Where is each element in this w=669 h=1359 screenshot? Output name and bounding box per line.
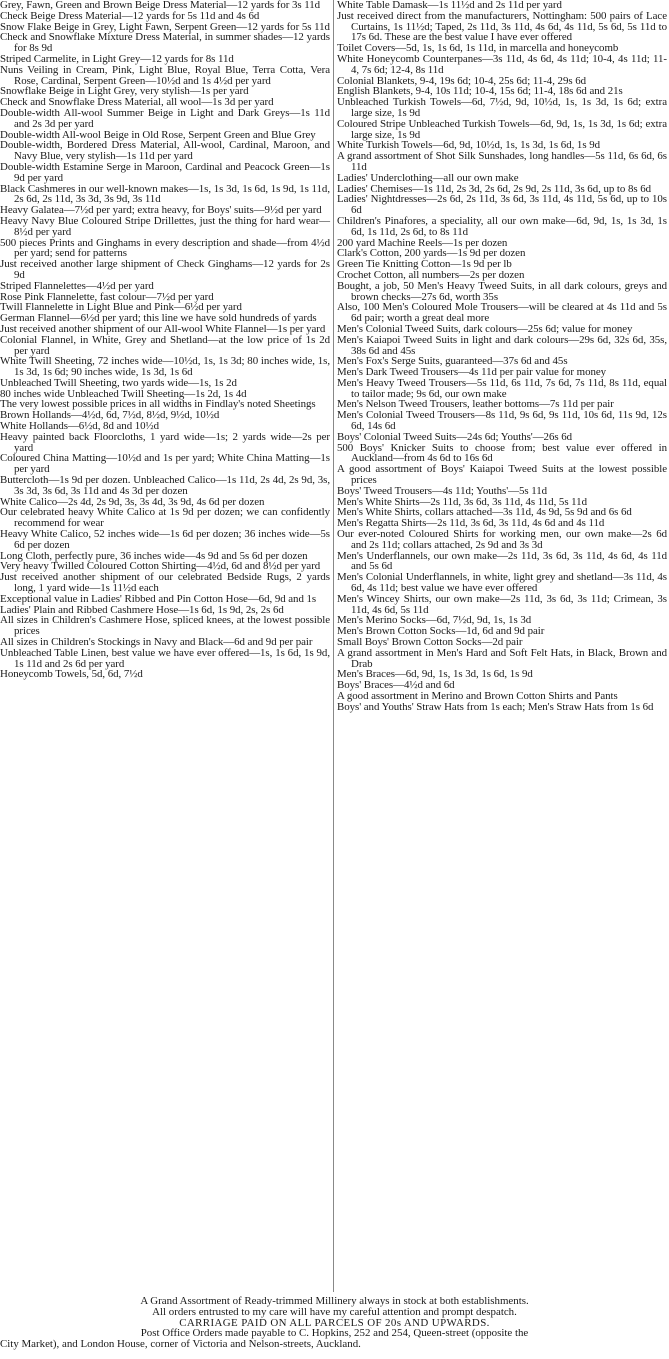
price-list-entry: Black Cashmeres in our well-known makes—1s, 1s 3d, 1s 6d, 1s 9d, 1s 11d, 2s 6d, 2s 11d, 3s 3d, 3s 9d, 3s 11d xyxy=(0,182,330,206)
price-list-entry: Bought, a job, 50 Men's Heavy Tweed Suits, in all dark colours, greys and brown checks—27s 6d, worth 35s xyxy=(337,279,667,303)
price-list-entry: Men's Regatta Shirts—2s 11d, 3s 6d, 3s 11d, 4s 6d and 4s 11d xyxy=(337,517,605,530)
price-list-entry: A good assortment in Merino and Brown Cotton Shirts and Pants xyxy=(337,690,618,702)
price-list-entry: Heavy White Calico, 52 inches wide—1s 6d per dozen; 36 inches wide—5s 6d per dozen xyxy=(0,528,330,551)
left-price-column xyxy=(0,0,330,680)
price-list-entry: Unbleached Table Linen, best value we have ever offered—1s, 1s 6d, 1s 9d, 1s 11d and 2s 6d per yard xyxy=(0,646,330,670)
price-list-entry: Brown Hollands—4½d, 6d, 7½d, 8½d, 9½d, 10½d xyxy=(0,409,220,422)
price-list-entry: Men's White Shirts, collars attached—3s 11d, 4s 9d, 5s 9d and 6s 6d xyxy=(337,506,632,519)
price-list-entry: Men's Merino Socks—6d, 7½d, 9d, 1s, 1s 3d xyxy=(337,614,532,627)
price-list-entry: All sizes in Children's Stockings in Navy and Black—6d and 9d per pair xyxy=(0,636,313,649)
price-list-entry: Ladies' Underclothing—all our own make xyxy=(337,171,519,184)
price-list-entry: Check and Snowflake Dress Material, all wool—1s 3d per yard xyxy=(0,96,274,109)
price-list-entry: Nuns Veiling in Cream, Pink, Light Blue, Royal Blue, Terra Cotta, Vera Rose, Cardinal, Serpent Green—10½d and 1s 4½d per yard xyxy=(0,63,330,87)
price-list-entry: Long Cloth, perfectly pure, 36 inches wide—4s 9d and 5s 6d per dozen xyxy=(0,549,308,562)
price-list-entry: Boys' Braces—4½d and 6d xyxy=(337,679,455,692)
price-list-entry: Boys' Tweed Trousers—4s 11d; Youths'—5s 11d xyxy=(337,484,547,497)
price-list-entry: Men's Heavy Tweed Trousers—5s 11d, 6s 11d, 7s 6d, 7s 11d, 8s 11d, equal to tailor made; 9s 6d, our own make xyxy=(337,376,667,400)
price-list-entry: A grand assortment of Shot Silk Sunshades, long handles—5s 11d, 6s 6d, 6s 11d xyxy=(337,150,667,173)
price-list-entry: Rose Pink Flannelette, fast colour—7½d per yard xyxy=(0,290,214,303)
price-list-entry: Double-width All-wool Beige in Old Rose, Serpent Green and Blue Grey xyxy=(0,128,316,141)
price-list-entry: Men's Braces—6d, 9d, 1s, 1s 3d, 1s 6d, 1s 9d xyxy=(337,668,533,681)
price-list-entry: Grey, Fawn, Green and Brown Beige Dress Material—12 yards for 3s 11d xyxy=(0,0,321,11)
price-list-entry: Snowflake Beige in Light Grey, very stylish—1s per yard xyxy=(0,85,249,98)
price-list-entry: Twill Flannelette in Light Blue and Pink—6½d per yard xyxy=(0,301,242,314)
price-list-entry: Check and Snowflake Mixture Dress Material, in summer shades—12 yards for 8s 9d xyxy=(0,31,330,55)
price-list-entry: 500 pieces Prints and Ginghams in every description and shade—from 4½d per yard; send for patterns xyxy=(0,236,330,260)
price-list-entry: Small Boys' Brown Cotton Socks—2d pair xyxy=(337,636,523,649)
price-list-entry: Men's White Shirts—2s 11d, 3s 6d, 3s 11d, 4s 11d, 5s 11d xyxy=(337,495,587,508)
price-list-entry: English Blankets, 9-4, 10s 11d; 10-4, 15s 6d; 11-4, 18s 6d and 21s xyxy=(337,85,623,98)
price-list-entry: Buttercloth—1s 9d per dozen. Unbleached Calico—1s 11d, 2s 4d, 2s 9d, 3s, 3s 3d, 3s 6d, 3s 11d and 4s 3d per dozen xyxy=(0,474,330,497)
price-list-entry: 500 Boys' Knicker Suits to choose from; best value ever offered in Auckland—from 4s 6d to 16s 6d xyxy=(337,441,667,465)
price-list-entry: Just received another large shipment of Check Ginghams—12 yards for 2s 9d xyxy=(0,258,330,281)
right-price-column xyxy=(337,0,667,713)
price-list-entry: Unbleached Twill Sheeting, two yards wide—1s, 1s 2d xyxy=(0,376,237,389)
price-list-entry: Men's Wincey Shirts, our own make—2s 11d, 3s 6d, 3s 11d; Crimean, 3s 11d, 4s 6d, 5s 11d xyxy=(337,592,667,616)
price-list-entry: Men's Colonial Underflannels, in white, light grey and shetland—3s 11d, 4s 6d, 4s 11d; best value we have ever offered xyxy=(337,571,667,595)
price-list-entry: Ladies' Plain and Ribbed Cashmere Hose—1s 6d, 1s 9d, 2s, 2s 6d xyxy=(0,603,284,616)
price-list-entry: Men's Fox's Serge Suits, guaranteed—37s 6d and 45s xyxy=(337,355,568,368)
price-list-entry: Men's Brown Cotton Socks—1d, 6d and 9d pair xyxy=(337,625,545,638)
price-list-entry: The very lowest possible prices in all widths in Findlay's noted Sheetings xyxy=(0,398,316,411)
price-list-entry: Just received another shipment of our All-wool White Flannel—1s per yard xyxy=(0,322,326,335)
price-list-entry: Just received another shipment of our celebrated Bedside Rugs, 2 yards long, 1 yard wide—1s 11½d each xyxy=(0,571,330,595)
price-list-entry: Men's Colonial Tweed Suits, dark colours—25s 6d; value for money xyxy=(337,322,633,335)
column-divider xyxy=(333,0,334,1292)
price-list-entry: Boys' Colonial Tweed Suits—24s 6d; Youths'—26s 6d xyxy=(337,430,572,443)
price-list-entry: Ladies' Chemises—1s 11d, 2s 3d, 2s 6d, 2s 9d, 2s 11d, 3s 6d, up to 8s 6d xyxy=(337,182,651,195)
price-list-entry: Heavy Galatea—7½d per yard; extra heavy, for Boys' suits—9½d per yard xyxy=(0,204,322,217)
price-list-entry: Heavy Navy Blue Coloured Stripe Drillettes, just the thing for hard wear—8½d per yard xyxy=(0,214,330,238)
price-list-entry: Honeycomb Towels, 5d, 6d, 7½d xyxy=(0,668,143,681)
price-list-entry: Men's Underflannels, our own make—2s 11d, 3s 6d, 3s 11d, 4s 6d, 4s 11d and 5s 6d xyxy=(337,549,667,573)
price-list-entry: Men's Kaiapoi Tweed Suits in light and dark colours—29s 6d, 32s 6d, 35s, 38s 6d and 45s xyxy=(337,333,667,357)
price-list-entry: Ladies' Nightdresses—2s 6d, 2s 11d, 3s 6d, 3s 11d, 4s 11d, 5s 6d, up to 10s 6d xyxy=(337,193,667,217)
price-list-entry: Our ever-noted Coloured Shirts for working men, our own make—2s 6d and 2s 11d; collars attached, 2s 9d and 3s 3d xyxy=(337,528,667,551)
price-list-entry: Also, 100 Men's Coloured Mole Trousers—will be cleared at 4s 11d and 5s 6d pair; worth a great deal more xyxy=(337,301,667,325)
price-list-entry: Clark's Cotton, 200 yards—1s 9d per dozen xyxy=(337,247,526,260)
price-list-entry: Striped Carmelite, in Light Grey—12 yards for 8s 11d xyxy=(0,52,234,65)
price-list-entry: Toilet Covers—5d, 1s, 1s 6d, 1s 11d, in marcella and honeycomb xyxy=(337,42,619,55)
price-list-entry: German Flannel—6½d per yard; this line we have sold hundreds of yards xyxy=(0,312,317,325)
price-list-entry: Colonial Flannel, in White, Grey and Shetland—at the low price of 1s 2d per yard xyxy=(0,333,330,357)
price-list-entry: White Hollands—6½d, 8d and 10½d xyxy=(0,420,160,433)
price-list-entry: Our celebrated heavy White Calico at 1s 9d per dozen; we can confidently recommend for wear xyxy=(0,506,330,530)
post-office-notice-line-1: Post Office Orders made payable to C. Hopkins, 252 and 254, Queen-street (opposite the xyxy=(140,1327,529,1340)
price-list-entry: 80 inches wide Unbleached Twill Sheeting—1s 2d, 1s 4d xyxy=(0,387,247,400)
attention-notice: All orders entrusted to my care will have my careful attention and prompt despatch. xyxy=(152,1305,517,1318)
price-list-entry: Men's Dark Tweed Trousers—4s 11d per pair value for money xyxy=(337,366,607,379)
price-list-entry: White Twill Sheeting, 72 inches wide—10½d, 1s, 1s 3d; 80 inches wide, 1s, 1s 3d, 1s 6d; 90 inches wide, 1s 3d, 1s 6d xyxy=(0,355,330,379)
price-list-entry: Men's Colonial Tweed Trousers—8s 11d, 9s 6d, 9s 11d, 10s 6d, 11s 9d, 12s 6d, 14s 6d xyxy=(337,409,667,433)
price-list-entry: White Table Damask—1s 11½d and 2s 11d per yard xyxy=(337,0,562,11)
price-list-entry: All sizes in Children's Cashmere Hose, spliced knees, at the lowest possible prices xyxy=(0,614,330,638)
price-list-entry: Unbleached Turkish Towels—6d, 7½d, 9d, 10½d, 1s, 1s 3d, 1s 6d; extra large size, 1s 9d xyxy=(337,96,667,119)
price-list-entry: Children's Pinafores, a speciality, all our own make—6d, 9d, 1s, 1s 3d, 1s 6d, 1s 11d, 2s 6d, to 8s 11d xyxy=(337,214,667,238)
carriage-paid-notice: CARRIAGE PAID ON ALL PARCELS OF 20s AND UPWARDS. xyxy=(179,1316,490,1329)
price-list-entry: Exceptional value in Ladies' Ribbed and Pin Cotton Hose—6d, 9d and 1s xyxy=(0,592,317,605)
price-list-entry: White Calico—2s 4d, 2s 9d, 3s, 3s 4d, 3s 9d, 4s 6d per dozen xyxy=(0,495,265,508)
post-office-notice-line-2: City Market), and London House, corner of Victoria and Nelson-streets, Auckland. xyxy=(0,1338,361,1351)
price-list-entry: Double-width, Bordered Dress Material, All-wool, Cardinal, Maroon, and Navy Blue, very stylish—1s 11d per yard xyxy=(0,139,330,163)
price-list-entry: A good assortment of Boys' Kaiapoi Tweed Suits at the lowest possible prices xyxy=(337,463,667,487)
price-list-entry: Coloured China Matting—10½d and 1s per yard; White China Matting—1s per yard xyxy=(0,452,330,476)
price-list-entry: Green Tie Knitting Cotton—1s 9d per lb xyxy=(337,258,512,271)
price-list-entry: Boys' and Youths' Straw Hats from 1s each; Men's Straw Hats from 1s 6d xyxy=(337,700,654,713)
price-list-entry: Double-width Estamine Serge in Maroon, Cardinal and Peacock Green—1s 9d per yard xyxy=(0,160,330,184)
price-list-entry: White Honeycomb Counterpanes—3s 11d, 4s 6d, 4s 11d; 10-4, 4s 11d; 11-4, 7s 6d; 12-4, 8s 11d xyxy=(337,52,667,76)
price-list-entry: Snow Flake Beige in Grey, Light Fawn, Serpent Green—12 yards for 5s 11d xyxy=(0,20,330,33)
price-list-entry: Crochet Cotton, all numbers—2s per dozen xyxy=(337,268,525,281)
price-list-entry: 200 yard Machine Reels—1s per dozen xyxy=(337,236,508,249)
price-list-entry: Very heavy Twilled Coloured Cotton Shirting—4½d, 6d and 8½d per yard xyxy=(0,560,321,573)
millinery-notice: A Grand Assortment of Ready-trimmed Millinery always in stock at both establishments. xyxy=(140,1295,529,1307)
price-list-entry: Coloured Stripe Unbleached Turkish Towels—6d, 9d, 1s, 1s 3d, 1s 6d; extra large size, 1s 9d xyxy=(337,117,667,141)
advertisement-footer xyxy=(0,1296,669,1350)
price-list-entry: A grand assortment in Men's Hard and Soft Felt Hats, in Black, Brown and Drab xyxy=(337,646,667,670)
price-list-entry: Colonial Blankets, 9-4, 19s 6d; 10-4, 25s 6d; 11-4, 29s 6d xyxy=(337,74,586,87)
price-list-entry: Striped Flannelettes—4½d per yard xyxy=(0,279,154,292)
price-list-entry: White Turkish Towels—6d, 9d, 10½d, 1s, 1s 3d, 1s 6d, 1s 9d xyxy=(337,139,600,152)
price-list-entry: Just received direct from the manufacturers, Nottingham: 500 pairs of Lace Curtains, 1s 11½d; Taped, 2s 11d, 3s 11d, 4s 6d, 4s 11d, 5s 6d, 5s 11d to 17s 6d. These are the best value I have ever offered xyxy=(337,9,667,44)
price-list-entry: Heavy painted back Floorcloths, 1 yard wide—1s; 2 yards wide—2s per yard xyxy=(0,430,330,454)
price-list-entry: Men's Nelson Tweed Trousers, leather bottoms—7s 11d per pair xyxy=(337,398,614,411)
price-list-entry: Check Beige Dress Material—12 yards for 5s 11d and 4s 6d xyxy=(0,9,260,22)
price-list-entry: Double-width All-wool Summer Beige in Light and Dark Greys—1s 11d and 2s 3d per yard xyxy=(0,106,330,130)
